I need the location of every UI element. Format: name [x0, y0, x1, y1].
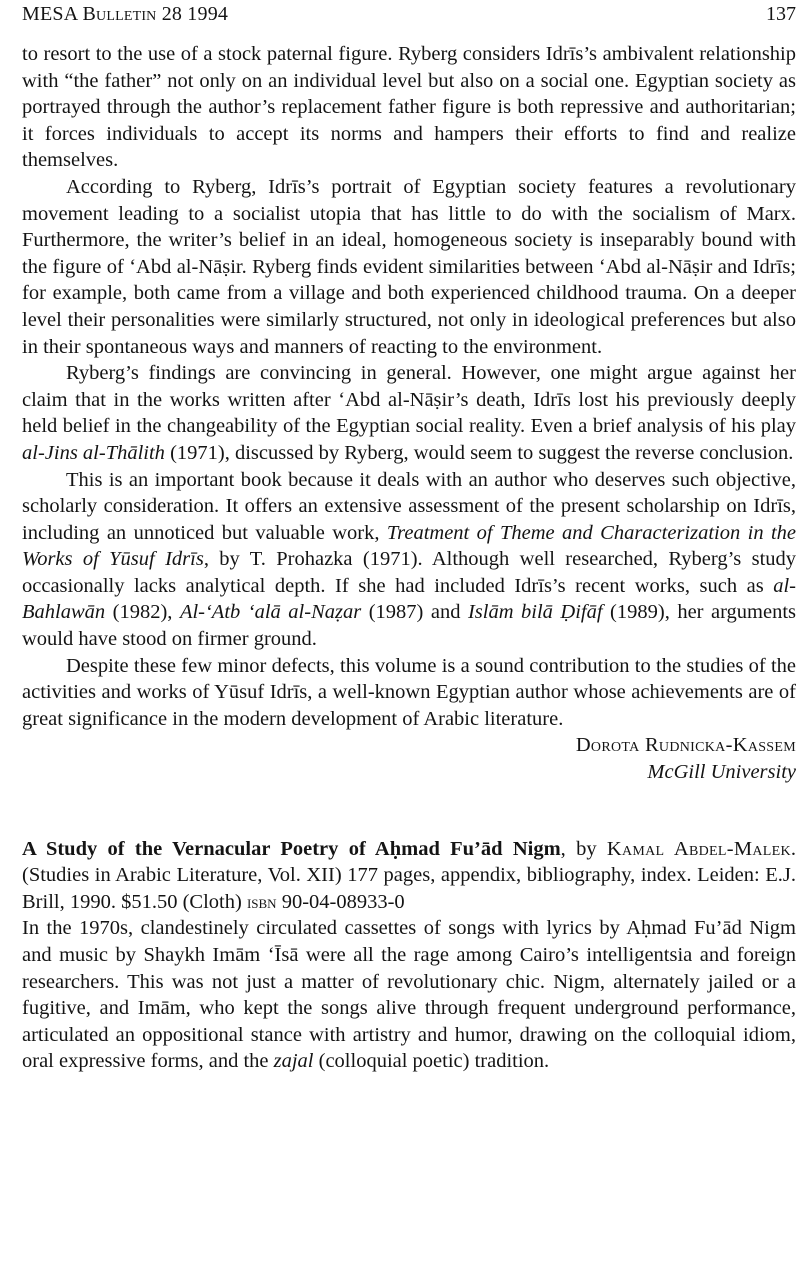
- zajal-term: zajal: [273, 1050, 314, 1073]
- page-number: 137: [766, 3, 796, 25]
- paragraph-2: According to Ryberg, Idrīs’s portrait of Egyptian society features a revolutionary movement leading to a socialist utopia that has little to do with the socialism of Marx. Furthermore, the writer’s belief in an ideal, homogeneous society is inseparably bound with the figure of ‘Abd al-Nāṣir. Ryberg finds evident similarities between ‘Abd al-Nāṣir and Idrīs; for example, both came from a village and both experienced childhood trauma. On a deeper level their personalities were similarly structured, not only in ideological preferences but also in their spontaneous ways and manners of reacting to the environment.: [22, 175, 796, 358]
- paragraph-4-text-2: , by T. Prohazka (1971). Although well researched, Ryberg’s study occasionally lacks analytical depth. If she had included Idrīs’s recent works, such as: [22, 548, 797, 597]
- review-body-paragraph: [22, 915, 796, 1075]
- by-text: , by: [560, 837, 607, 860]
- paragraph-4-text-1: This is an important book because it deals with an author who deserves such objective, scholarly consideration. It offers an extensive assessment of the present scholarship on Idrīs, including an unnoticed but valuable work,: [22, 468, 796, 544]
- paragraph-3-text-a: Ryberg’s findings are convincing in general. However, one might argue against her claim that in the works written after ‘Abd al-Nāṣir’s death, Idrīs lost his previously deeply held belief in the changeability of the Egyptian social reality. Even a brief analysis of his play: [22, 362, 796, 438]
- reviewer-name: Dorota Rudnicka-Kassem: [575, 734, 796, 757]
- book-author: Kamal Abdel-Malek: [606, 837, 791, 860]
- work-title-treatment: Treatment of Theme and Characterization in the Works of Yūsuf Idrīs: [22, 521, 797, 571]
- isbn-label: isbn: [246, 891, 277, 912]
- paragraph-4-text-3: (1982),: [105, 601, 180, 624]
- paragraph-3-text-b: (1971), discussed by Ryberg, would seem to suggest the reverse conclusion.: [164, 441, 794, 464]
- review-heading: [22, 836, 796, 916]
- paragraph-5: Despite these few minor defects, this volume is a sound contribution to the studies of the activities and works of Yūsuf Idrīs, a well-known Egyptian author whose achievements are of great significance in the modern development of Arabic literature.: [22, 654, 796, 730]
- paragraph-4-text-4: (1987) and: [361, 601, 468, 624]
- page-body: [22, 41, 796, 1075]
- work-title-bahlawan: al-Bahlawān: [22, 574, 796, 624]
- work-title-islam: Islām bilā Ḍifāf: [467, 601, 603, 624]
- reviewer-signature: [22, 732, 796, 785]
- play-title: al-Jins al-Thālith: [22, 441, 165, 464]
- paragraph-1: to resort to the use of a stock paternal figure. Ryberg considers Idrīs’s ambivalent relationship with “the father” not only on an individual level but also on a social one. Egyptian society as portrayed through the author’s replacement father figure is both repressive and authoritarian; it forces individuals to accept its norms and hampers their efforts to find and realize themselves.: [22, 43, 796, 172]
- work-title-atb: Al-‘Atb ‘alā al-Naẓar: [179, 601, 362, 624]
- isbn-number: 90-04-08933-0: [276, 890, 405, 913]
- review-body-text-a: In the 1970s, clandestinely circulated cassettes of songs with lyrics by Aḥmad Fu’ād Nigm and music by Shaykh Imām ‘Īsā were all the rage among Cairo’s intelligentsia and foreign researchers. This was not just a matter of revolutionary chic. Nigm, alternately jailed or a fugitive, and Imām, who kept the songs alive through frequent underground performance, articulated an oppositional stance with artistry and humor, drawing on the colloquial idiom, oral expressive forms, and the: [22, 917, 796, 1073]
- paragraph-4: [22, 467, 796, 653]
- review-body-text-b: (colloquial poetic) tradition.: [313, 1050, 550, 1073]
- paragraph-4-text-5: (1989), her arguments would have stood on firmer ground.: [22, 601, 797, 651]
- book-title: A Study of the Vernacular Poetry of Aḥmad Fu’ād Nigm: [22, 837, 561, 860]
- reviewer-affiliation: McGill University: [647, 761, 796, 784]
- running-header: [22, 2, 796, 28]
- book-details: . (Studies in Arabic Literature, Vol. XII) 177 pages, appendix, bibliography, index. Leiden: E.J. Brill, 1990. $51.50 (Cloth): [22, 837, 796, 913]
- paragraph-3: [22, 360, 796, 466]
- journal-title: MESA Bulletin 28 1994: [22, 3, 229, 25]
